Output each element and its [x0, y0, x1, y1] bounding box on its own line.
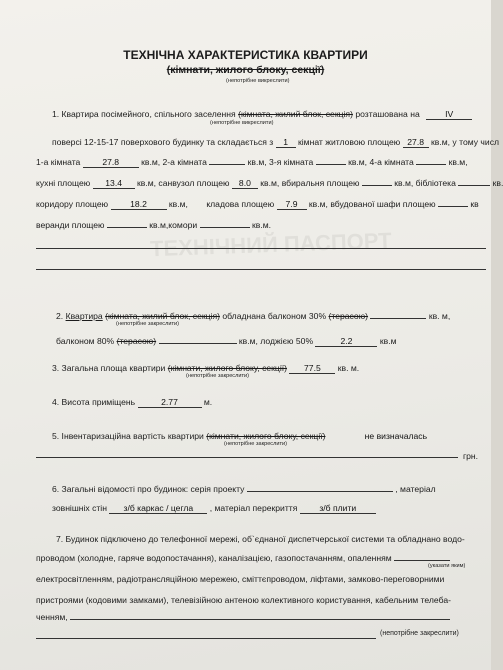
s1-line2: [52, 137, 499, 148]
s6-material: , матеріал: [395, 484, 436, 494]
inventory-value-field[interactable]: не визначалась: [364, 431, 428, 441]
room4-field[interactable]: [416, 164, 446, 165]
s5-label: 5. Інвентаризаційна вартість квартири: [52, 431, 204, 441]
pantry-field[interactable]: [200, 227, 250, 228]
wardrobe-end: кв: [470, 199, 479, 209]
subtitle-note: (непотрібне викреслити): [226, 78, 290, 84]
page-title: ТЕХНІЧНА ХАРАКТЕРИСТИКА КВАРТИРИ: [123, 48, 368, 62]
veranda-field[interactable]: [107, 227, 147, 228]
s2-unit2: кв.м: [379, 336, 397, 346]
s7-line2: [36, 553, 450, 563]
kitchen-field[interactable]: 13.4: [93, 178, 135, 189]
bleed-through-text: ТЕХНІЧНИЙ ПАСПОРТ: [149, 227, 393, 262]
s7-rule: [36, 638, 376, 639]
wardrobe-field[interactable]: [438, 206, 468, 207]
s5-note: (непотрібне закреслити): [224, 441, 288, 447]
s1-line4: [36, 178, 503, 189]
s1-strike: (кімната, жилий блок, секція): [238, 109, 353, 119]
room4-label: кв.м, 4-а кімната: [348, 157, 414, 167]
bath-field[interactable]: 8.0: [232, 178, 258, 189]
s2-kv: Квартира: [65, 311, 103, 321]
s7-line3: електросвітленням, радіотрансляційною мережею, сміттєпроводом, ліфтами, замково-переговорними: [36, 574, 445, 584]
s2-line2: [56, 336, 397, 347]
veranda-label: веранди площею: [36, 220, 105, 230]
s1-incl-text: кв.м, у тому числ: [431, 137, 500, 147]
kitchen-label: кухні площею: [36, 178, 91, 188]
s2-strike: (кімната, жилий блок, секція): [105, 311, 220, 321]
s1-floors-text: поверсі 12-15-17 поверхового будинку та складається з: [52, 137, 274, 147]
pantry-label: кв.м,комори: [149, 220, 198, 230]
s1-rule-2: [36, 269, 486, 270]
toilet-label: кв.м, вбиральня площею: [260, 178, 360, 188]
s7-line4: пристроями (кодовими замками), телевізійною антеною колективного користування, кабельним телеба-: [36, 595, 451, 605]
s6-ceil-label: , матеріал перекриття: [209, 503, 298, 513]
room2-label: кв.м, 2-а кімната: [141, 157, 207, 167]
s7-extra-field[interactable]: [70, 619, 450, 620]
s4-label: 4. Висота приміщень: [52, 397, 136, 407]
s5-line: [52, 431, 464, 441]
s5-unit: грн.: [463, 451, 479, 461]
corridor-unit: кв.м,: [168, 199, 188, 209]
s2-terrace: (терасою): [328, 311, 369, 321]
s6-line1: [52, 484, 436, 494]
total-area-field[interactable]: 77.5: [289, 363, 335, 374]
s6-line2: [52, 503, 376, 514]
rooms-field[interactable]: 1: [276, 137, 296, 148]
balcony30-field[interactable]: [370, 318, 426, 319]
project-series-field[interactable]: [247, 491, 393, 492]
s4-unit: м.: [203, 397, 213, 407]
s7-l5-text: ченням,: [36, 612, 68, 622]
s5-rule: [36, 457, 458, 458]
library-label: кв.м, бібліотека: [394, 178, 456, 188]
height-field[interactable]: 2.77: [138, 397, 202, 408]
s7-line1: 7. Будинок підключено до телефонної мережі, об`єднаної диспетчерської системи та обладнано водо-: [56, 534, 465, 544]
pantry-unit: кв.м.: [251, 220, 271, 230]
corridor-label: коридору площею: [36, 199, 109, 209]
s7-note: (непотрібне закреслити): [380, 630, 459, 637]
s7-note-specify: (указати яким): [428, 563, 466, 569]
s3-unit: кв. м.: [337, 363, 360, 373]
s7-l2-text: проводом (холодне, гаряче водопостачання), каналізацією, газопостачанням, опаленням: [36, 553, 392, 563]
s3-strike: (кімнати, жилого блоку, секції): [167, 363, 287, 373]
s2-unit1: кв. м,: [428, 311, 451, 321]
s6-label: 6. Загальні відомості про будинок: серія проекту: [52, 484, 245, 494]
loggia-field[interactable]: 2.2: [315, 336, 377, 347]
storage-field[interactable]: 7.9: [277, 199, 307, 210]
s4-line: [52, 397, 212, 408]
s1-line3: [36, 157, 468, 168]
floor-field[interactable]: IV: [426, 109, 472, 120]
s5-strike: (кімнати, жилого блоку, секції): [206, 431, 326, 441]
library-end: кв.: [492, 178, 503, 188]
room2-field[interactable]: [209, 164, 245, 165]
room1-label: 1-а кімната: [36, 157, 81, 167]
page-subtitle: (кімнати, жилого блоку, секції): [166, 64, 325, 76]
s1-note: (непотрібне викреслити): [210, 120, 274, 126]
s2-line1: [56, 311, 450, 321]
s1-line1: [52, 109, 472, 120]
s2-num: 2.: [56, 311, 64, 321]
s1-located: розташована на: [355, 109, 420, 119]
balcony80-field[interactable]: [159, 343, 237, 344]
toilet-field[interactable]: [362, 185, 392, 186]
room3-field[interactable]: [316, 164, 346, 165]
s3-label: 3. Загальна площа квартири: [52, 363, 166, 373]
bath-label: кв.м, санвузол площею: [137, 178, 230, 188]
room3-label: кв.м, 3-я кімната: [247, 157, 314, 167]
storage-label: кладова площею: [206, 199, 275, 209]
s3-note: (непотрібне закреслити): [186, 373, 250, 379]
wardrobe-label: кв.м, вбудованої шафи площею: [308, 199, 436, 209]
s1-line5: [36, 199, 479, 210]
walls-field[interactable]: з/б каркас / цегла: [109, 503, 207, 514]
s2-balcony30: обладнана балконом 30%: [222, 311, 327, 321]
s1-rooms-text: кімнат житловою площею: [298, 137, 401, 147]
corridor-field[interactable]: 18.2: [111, 199, 167, 210]
room-end: кв.м,: [448, 157, 468, 167]
heating-field[interactable]: [394, 560, 450, 561]
s6-walls-label: зовнішніх стін: [52, 503, 107, 513]
s1-rule-1: [36, 248, 486, 249]
room1-field[interactable]: 27.8: [83, 157, 139, 168]
s1-text: 1. Квартира посімейного, спільного заселення: [52, 109, 236, 119]
s2-terrace2: (терасою): [116, 336, 157, 346]
s1-line6: [36, 220, 271, 230]
s7-line5: [36, 612, 450, 622]
s2-note: (непотрібне закреслити): [116, 321, 180, 327]
ceiling-field[interactable]: з/б плити: [300, 503, 376, 514]
library-field[interactable]: [458, 185, 490, 186]
s2-loggia-label: кв.м, лоджією 50%: [238, 336, 314, 346]
s2-balcony80: балконом 80%: [56, 336, 115, 346]
living-area-field[interactable]: 27.8: [403, 137, 429, 148]
